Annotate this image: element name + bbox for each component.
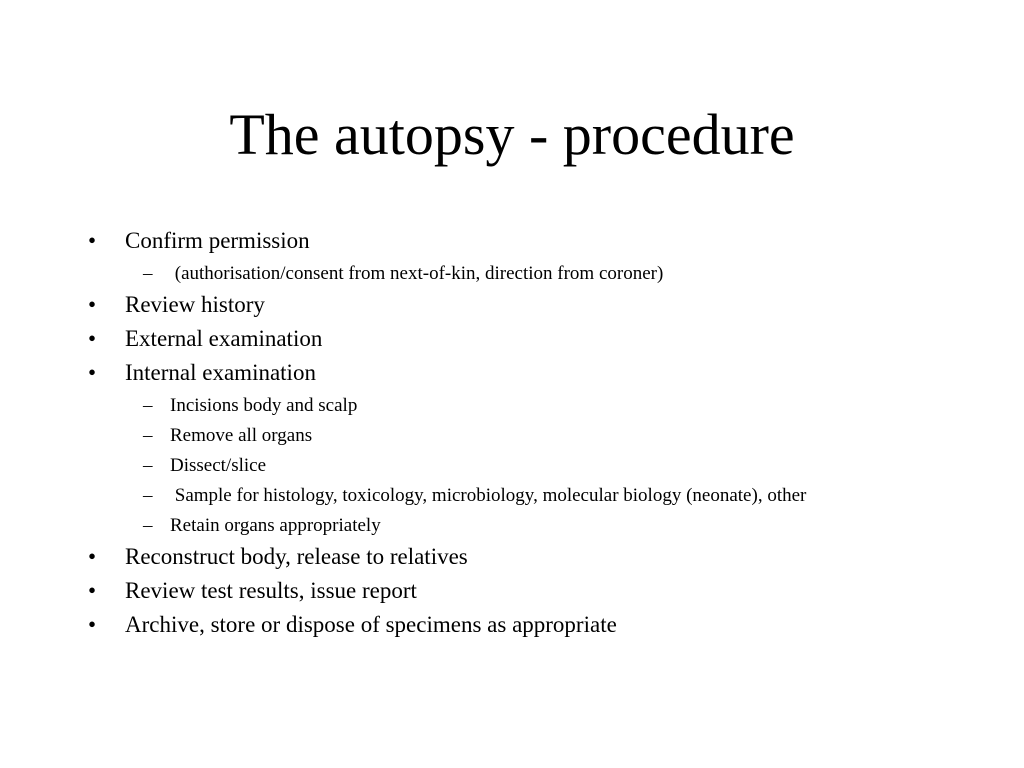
list-item [88, 577, 988, 611]
list-item-text: Confirm permission [125, 228, 310, 253]
dash-marker: – [143, 395, 153, 416]
sub-list-item-text: Remove all organs [170, 425, 313, 446]
bullet-marker: • [88, 326, 97, 351]
dash-marker: – [143, 455, 153, 476]
bullet-list [88, 227, 988, 645]
list-item [88, 325, 988, 359]
list-item [88, 543, 988, 577]
bullet-marker: • [88, 578, 97, 603]
sub-list-item-text: Retain organs appropriately [170, 515, 381, 536]
bullet-marker: • [88, 544, 97, 569]
list-item-text: Internal examination [125, 360, 316, 385]
bullet-marker: • [88, 292, 97, 317]
sub-list-item-text: Sample for histology, toxicology, microbiology, molecular biology (neonate), other [170, 485, 807, 506]
list-item-text: Review test results, issue report [125, 578, 417, 603]
bullet-marker: • [88, 612, 97, 637]
sub-list-item [88, 423, 988, 453]
list-item [88, 359, 988, 393]
dash-marker: – [143, 485, 153, 506]
sub-list-item [88, 453, 988, 483]
sub-list-item-text: (authorisation/consent from next-of-kin, direction from coroner) [170, 263, 664, 284]
sub-list-item-text: Incisions body and scalp [170, 395, 358, 416]
list-item [88, 611, 988, 645]
list-item-text: External examination [125, 326, 323, 351]
list-item-text: Reconstruct body, release to relatives [125, 544, 468, 569]
sub-list-item [88, 261, 988, 291]
dash-marker: – [143, 263, 153, 284]
dash-marker: – [143, 515, 153, 536]
sub-list-item [88, 513, 988, 543]
sub-list-item-text: Dissect/slice [170, 455, 267, 476]
sub-list-item [88, 393, 988, 423]
sub-list-item [88, 483, 988, 513]
list-item-text: Review history [125, 292, 265, 317]
list-item [88, 291, 988, 325]
list-item-text: Archive, store or dispose of specimens as appropriate [125, 612, 617, 637]
slide-title: The autopsy - procedure [229, 102, 795, 167]
dash-marker: – [143, 425, 153, 446]
bullet-marker: • [88, 228, 97, 253]
bullet-marker: • [88, 360, 97, 385]
list-item [88, 227, 988, 261]
